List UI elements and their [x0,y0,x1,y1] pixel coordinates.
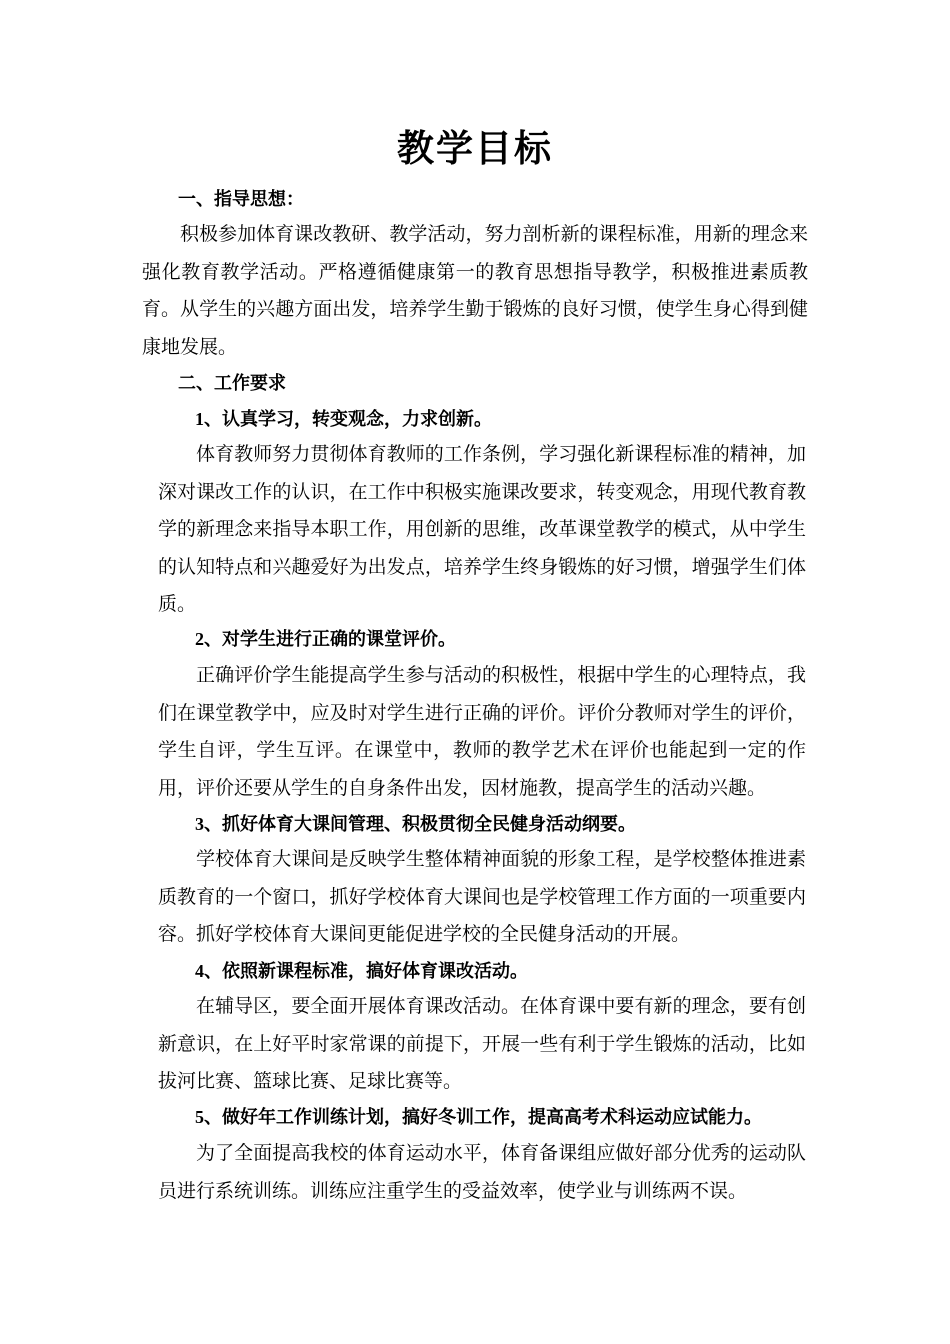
section-1-heading: 一、指导思想： [178,189,304,210]
item-3-paragraph: 学校体育大课间是反映学生整体精神面貌的形象工程，是学校整体推进素质教育的一个窗口，抓好学校体育大课间也是学校管理工作方面的一项重要内容。抓好学校体育大课间更能促进学校的全民健身活动的开展。 [158,848,806,945]
item-2-number: 2、 [195,629,222,649]
item-3-heading [195,806,636,844]
item-1-number: 1、 [195,409,222,429]
item-5-heading-text: 做好年工作训练计划，搞好冬训工作，提高高考术科运动应试能力。 [222,1107,762,1128]
item-5-heading [195,1099,762,1137]
item-4-number: 4、 [195,961,222,981]
item-5-paragraph: 为了全面提高我校的体育运动水平，体育备课组应做好部分优秀的运动队员进行系统训练。训练应注重学生的受益效率，使学业与训练两不误。 [158,1142,806,1202]
section-2-heading: 二、工作要求 [178,373,286,394]
item-5-number: 5、 [195,1107,222,1127]
item-3-heading-text: 抓好体育大课间管理、积极贯彻全民健身活动纲要。 [222,814,636,835]
item-2-paragraph: 正确评价学生能提高学生参与活动的积极性，根据中学生的心理特点，我们在课堂教学中，应及时对学生进行正确的评价。评价分教师对学生的评价，学生自评，学生互评。在课堂中，教师的教学艺术在评价也能起到一定的作用，评价还要从学生的自身条件出发，因材施教，提高学生的活动兴趣。 [158,664,806,799]
item-4-heading-text: 依照新课程标准，搞好体育课改活动。 [222,961,528,982]
item-2-heading [195,621,456,659]
item-1-heading [195,401,492,439]
item-1-heading-text: 认真学习，转变观念，力求创新。 [222,409,492,430]
item-4-heading [195,953,528,991]
page-title: 教学目标 [397,127,553,170]
item-3-number: 3、 [195,814,222,834]
item-2-heading-text: 对学生进行正确的课堂评价。 [222,629,456,650]
item-1-paragraph: 体育教师努力贯彻体育教师的工作条例，学习强化新课程标准的精神，加深对课改工作的认识，在工作中积极实施课改要求，转变观念，用现代教育教学的新理念来指导本职工作，用创新的思维，改革课堂教学的模式，从中学生的认知特点和兴趣爱好为出发点，培养学生终身锻炼的好习惯，增强学生们体质。 [158,443,806,615]
section-1-paragraph: 积极参加体育课改教研、教学活动，努力剖析新的课程标准，用新的理念来强化教育教学活动。严格遵循健康第一的教育思想指导教学，积极推进素质教育。从学生的兴趣方面出发，培养学生勤于锻炼的良好习惯，使学生身心得到健康地发展。 [142,223,808,358]
item-4-paragraph: 在辅导区，要全面开展体育课改活动。在体育课中要有新的理念，要有创新意识，在上好平时家常课的前提下，开展一些有利于学生锻炼的活动，比如拔河比赛、篮球比赛、足球比赛等。 [158,995,806,1092]
